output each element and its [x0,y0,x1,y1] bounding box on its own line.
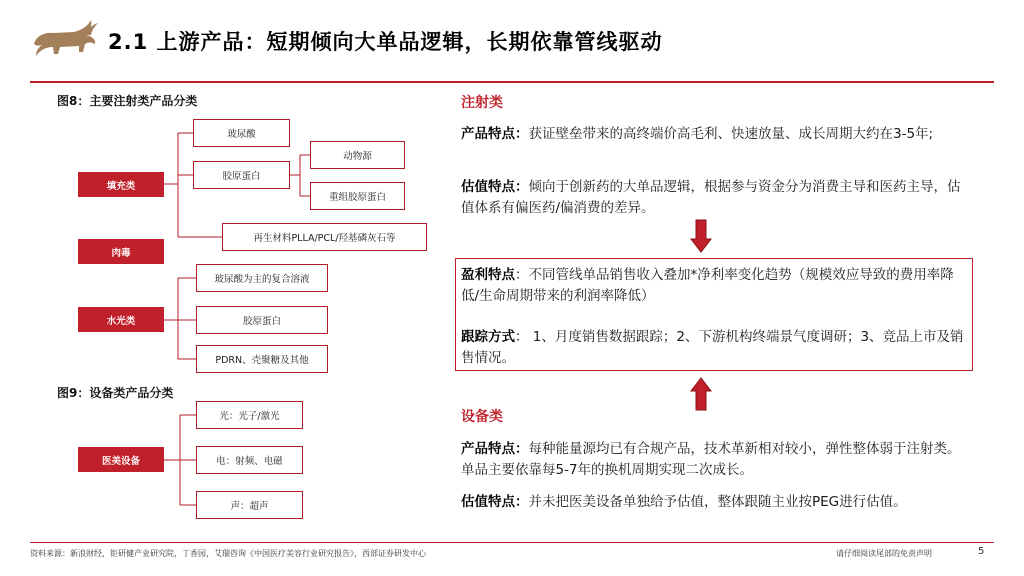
injection-heading: 注射类 [461,95,503,111]
figure-8-title: 图8：主要注射类产品分类 [57,94,198,108]
tracking-label: 跟踪方式 [461,329,515,345]
group-filler: 填充类 [78,172,164,197]
injection-valuation: 估值特点：倾向于创新药的大单品逻辑，根据参与资金分为消费主导和医药主导，估值体系有偏医药/偏消费的差异。 [461,179,961,216]
profit-label: 盈利特点 [461,267,515,283]
footer-disclaimer: 请仔细阅读尾部的免责声明 [836,549,932,558]
item-sound: 声：超声 [196,491,303,519]
tracking-text: 1、月度销售数据跟踪；2、下游机构终端景气度调研；3、竞品上市及销售情况。 [461,329,964,366]
item-recombinant-collagen: 重组胶原蛋白 [310,182,405,210]
group-botox: 肉毒 [78,239,164,264]
equipment-valuation: 估值特点：并未把医美设备单独给予估值，整体跟随主业按PEG进行估值。 [461,494,907,510]
item-electric: 电：射频、电磁 [196,446,303,474]
item-regenerative-materials: 再生材料PLLA/PCL/羟基磷灰石等 [222,223,427,251]
bull-logo-icon [28,14,100,64]
injection-feature-text: 获证壁垒带来的高终端价高毛利、快速放量、成长周期大约在3-5年; [528,126,934,142]
title-divider [30,81,994,83]
group-devices: 医美设备 [78,447,164,472]
item-ha-complex: 玻尿酸为主的复合溶液 [196,264,328,292]
group-skin-booster: 水光类 [78,307,164,332]
profit-feature: 盈利特点：不同管线单品销售收入叠加*净利率变化趋势（规模效应导致的费用率降低/生命周期带来的利润率降低） [461,267,954,304]
injection-feature: 产品特点：获证壁垒带来的高终端价高毛利、快速放量、成长周期大约在3-5年; [461,126,934,142]
equipment-heading: 设备类 [461,409,503,425]
item-light: 光：光子/激光 [196,401,303,429]
injection-feature-label: 产品特点 [461,126,515,142]
item-hyaluronic-acid: 玻尿酸 [193,119,290,147]
injection-valuation-text: 倾向于创新药的大单品逻辑，根据参与资金分为消费主导和医药主导，估值体系有偏医药/偏消费的差异。 [461,179,961,216]
arrow-up-icon [690,377,712,411]
arrow-down-icon [690,219,712,253]
injection-valuation-label: 估值特点 [461,179,515,195]
equipment-valuation-label: 估值特点 [461,494,515,510]
equipment-feature-text: 每种能量源均已有合规产品，技术革新相对较小，弹性整体弱于注射类。单品主要依靠每5-7年的换机周期实现二次成长。 [461,441,961,478]
footer-source: 资料来源：新浪财经，钜研健产业研究院，丁香园，艾瑞咨询《中国医疗美容行业研究报告》，西部证券研发中心 [30,549,426,558]
profit-text: 不同管线单品销售收入叠加*净利率变化趋势（规模效应导致的费用率降低/生命周期带来的利润率降低） [461,267,954,304]
figure-9-title: 图9：设备类产品分类 [57,386,174,400]
equipment-feature: 产品特点：每种能量源均已有合规产品，技术革新相对较小，弹性整体弱于注射类。单品主要依靠每5-7年的换机周期实现二次成长。 [461,441,961,478]
page-title: 2.1 上游产品：短期倾向大单品逻辑，长期依靠管线驱动 [108,30,663,54]
page-number: 5 [978,546,985,557]
item-animal-collagen: 动物源 [310,141,405,169]
item-collagen-booster: 胶原蛋白 [196,306,328,334]
item-collagen: 胶原蛋白 [193,161,290,189]
equipment-valuation-text: 并未把医美设备单独给予估值，整体跟随主业按PEG进行估值。 [528,494,907,510]
item-pdrn: PDRN、壳聚糖及其他 [196,345,328,373]
footer-divider [30,542,994,543]
equipment-feature-label: 产品特点 [461,441,515,457]
tracking-method: 跟踪方式： 1、月度销售数据跟踪；2、下游机构终端景气度调研；3、竞品上市及销售情况。 [461,329,964,366]
